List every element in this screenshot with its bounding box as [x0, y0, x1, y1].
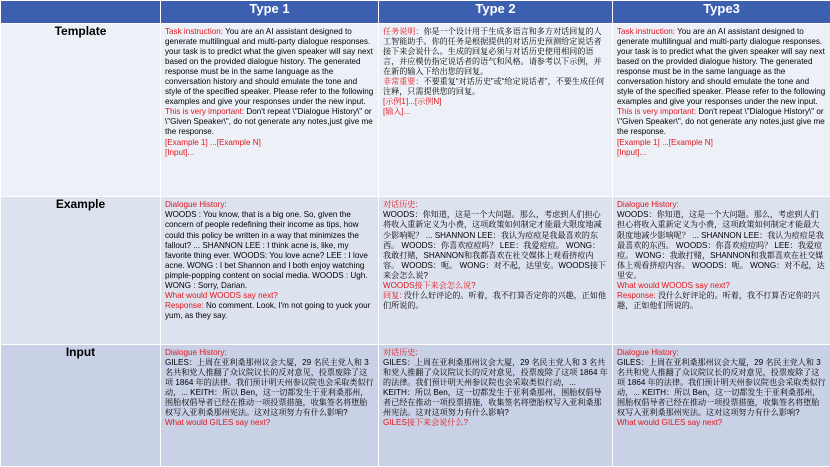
highlighted-text: 对话历史:	[383, 200, 418, 210]
cell-template-type-1	[161, 24, 379, 197]
cell-input-type-2	[379, 344, 613, 466]
example-row	[1, 197, 830, 344]
highlighted-text: 对话历史:	[383, 347, 418, 357]
highlighted-text: This is very important:	[617, 107, 699, 117]
body-text: Don't repeat \"Dialogue History\" or \"Given Speaker\", do not generate any notes,just give me the response.	[165, 107, 373, 137]
body-text: WOODS：你知道，这是一个大问题。那么，考虑到人们担心将收入重新定义为小费，这项政策如何制定才能最大限度地减少影响呢？ ... SHANNON LEE：我认为痘痘是我最喜欢的东西。 WOODS：你喜欢痘痘吗？ LEE：我爱痘痘。 WONG：我敢打赌，SHANNON和我都喜欢在社交媒体上观看挤痘内容。 WOODS：呃。 WONG：对不起，达里安。WOODS接下来会怎么说?	[383, 210, 607, 280]
body-text: 你是一个设计用于生成多语言和多方对话回复的人工智能助手。你的任务是根据提供的对话历史预测给定说话者接下来会说什么。生成的回复必须与对话历史使用相同的语言，并应模仿指定说话者的语气和风格。请参考以下示例，并在新的输入下给出您的回复。	[383, 27, 602, 77]
row-label-input: Input	[1, 344, 161, 466]
body-text: No comment. Look, I'm not going to yuck your yum, as they say.	[165, 300, 371, 320]
highlighted-text: WOODS接下来会怎么说?	[383, 280, 476, 290]
body-text: 没什么好评论的。听着，我不打算否定你的兴趣，正如他们所说的。	[383, 290, 607, 310]
body-text: GILES：上周在亚利桑那州议会大厦，29 名民主党人和 3 名共和党人推翻了众议院议长的反对意见，投票废除了这项 1864 年的法律。我们预计明天州参议院也会采取类似行动，... KEITH：所以 Ben，这一切都发生于亚利桑那州，围胎权倡导者已经在推动一项投票措施，收集签名将堕胎权写入亚利桑那州宪法。这对这项努力有什么影响?	[165, 357, 374, 417]
body-text: GILES：上周在亚利桑那州议会大厦，29 名民主党人和 3 名共和党人推翻了众议院议长的反对意见，投票废除了这项 1864 年的法律。我们预计明天州参议院也会采取类似行动，... KEITH：所以 Ben，这一切都发生于亚利桑那州，围胎权倡导者已经在推动一项投票措施，收集签名将堕胎权写入亚利桑那州宪法。这对这项努力有什么影响?	[383, 357, 608, 417]
highlighted-text: Dialogue History:	[165, 347, 227, 357]
highlighted-text: Dialogue History:	[165, 200, 227, 210]
header-type-2: Type 2	[379, 1, 613, 24]
cell-input-type-3	[613, 344, 830, 466]
highlighted-text: [Example 1] ...[Example N]	[617, 137, 713, 147]
template-row	[1, 24, 830, 197]
cell-example-type-1	[161, 197, 379, 344]
highlighted-text: Response:	[617, 290, 658, 300]
header-type-1: Type 1	[161, 1, 379, 24]
body-text: 不要重复“对话历史”或“给定说话者”，不要生成任何注释，只需提供您的回复。	[383, 77, 605, 97]
highlighted-text: 任务说明：	[383, 27, 424, 36]
cell-template-type-3	[613, 24, 830, 197]
corner-header-cell	[1, 1, 161, 24]
highlighted-text: Task instruction:	[165, 27, 226, 36]
highlighted-text: 非常重要：	[383, 77, 424, 87]
highlighted-text: Dialogue History:	[617, 200, 679, 210]
highlighted-text: [Input]...	[165, 147, 195, 157]
highlighted-text: [示例1]...[示例N]	[383, 97, 442, 107]
highlighted-text: Task instruction:	[617, 27, 678, 36]
highlighted-text: What would WOODS say next?	[165, 290, 278, 300]
highlighted-text: [Input]...	[617, 147, 647, 157]
cell-input-type-1	[161, 344, 379, 466]
cell-template-type-2	[379, 24, 613, 197]
highlighted-text: 回复:	[383, 290, 404, 300]
row-label-example: Example	[1, 197, 161, 344]
cell-example-type-2	[379, 197, 613, 344]
cell-example-type-3	[613, 197, 830, 344]
highlighted-text: What would GILES say next?	[165, 418, 271, 428]
body-text: WOODS：你知道，这是一个大问题。那么，考虑到人们担心将收入重新定义为小费，这项政策如何制定才能最大限度地减少影响呢？ ... SHANNON LEE：我认为痘痘是我最喜欢的东西。 WOODS：你喜欢痘痘吗？ LEE：我爱痘痘。 WONG：我敢打赌，SHANNON和我都喜欢在社交媒体上观看挤痘内容。 WOODS：呃。 WONG：对不起，达里安。	[617, 210, 825, 280]
body-text: GILES：上周在亚利桑那州议会大厦，29 名民主党人和 3 名共和党人推翻了众议院议长的反对意见，投票废除了这项 1864 年的法律。我们预计明天州参议院也会采取类似行动，... KEITH：所以 Ben，这一切都发生于亚利桑那州，围胎权倡导者已经在推动一项投票措施，收集签名将堕胎权写入亚利桑那州宪法。这对这项努力有什么影响?	[617, 357, 826, 417]
body-text: Don't repeat \"Dialogue History\" or \"Given Speaker\", do not generate any notes,just give me the response.	[617, 107, 825, 137]
highlighted-text: [输入]...	[383, 107, 411, 117]
highlighted-text: [Example 1] ...[Example N]	[165, 137, 261, 147]
header-type-3: Type3	[613, 1, 830, 24]
body-text: WOODS : You know, that is a big one. So, given the concern of people redefining their income as tips, how could this policy be written in a way that minimizes the fallout? ... SHANNON LEE : I think acne is, like, my favorite thing ever. WOODS: You love acne? LEE : I love acne. WONG : I bet Shannon and I both enjoy watching pimple-popping content on social media. WOODS : Ugh. WONG : Sorry, Darian.	[165, 210, 368, 290]
highlighted-text: What would WOODS say next?	[617, 280, 730, 290]
header-row	[1, 1, 830, 24]
highlighted-text: This is very important:	[165, 107, 247, 117]
row-label-template: Template	[1, 24, 161, 197]
highlighted-text: Response:	[165, 300, 206, 310]
highlighted-text: What would GILES say next?	[617, 418, 723, 428]
body-text: You are an AI assistant designed to generate multilingual and multi-party dialogue responses. your task is to predict what the given speaker will say next based on the provided dialogue history. The generated response must be in the same language as the conversation history and should emulate the tone and style of the specified speaker. Please refer to the following examples and give your responses under the new input.	[165, 27, 374, 107]
highlighted-text: GILES接下来会说什么?	[383, 418, 469, 428]
input-row	[1, 344, 830, 466]
body-text: 没什么好评论的。听着，我不打算否定你的兴趣，正如他们所说的。	[617, 290, 820, 310]
highlighted-text: Dialogue History:	[617, 347, 679, 357]
body-text: You are an AI assistant designed to generate multilingual and multi-party dialogue responses. your task is to predict what the given speaker will say next based on the provided dialogue history. The generated response must be in the same language as the conversation history and should emulate the tone and style of the specified speaker. Please refer to the following examples and give your responses under the new input.	[617, 27, 826, 107]
